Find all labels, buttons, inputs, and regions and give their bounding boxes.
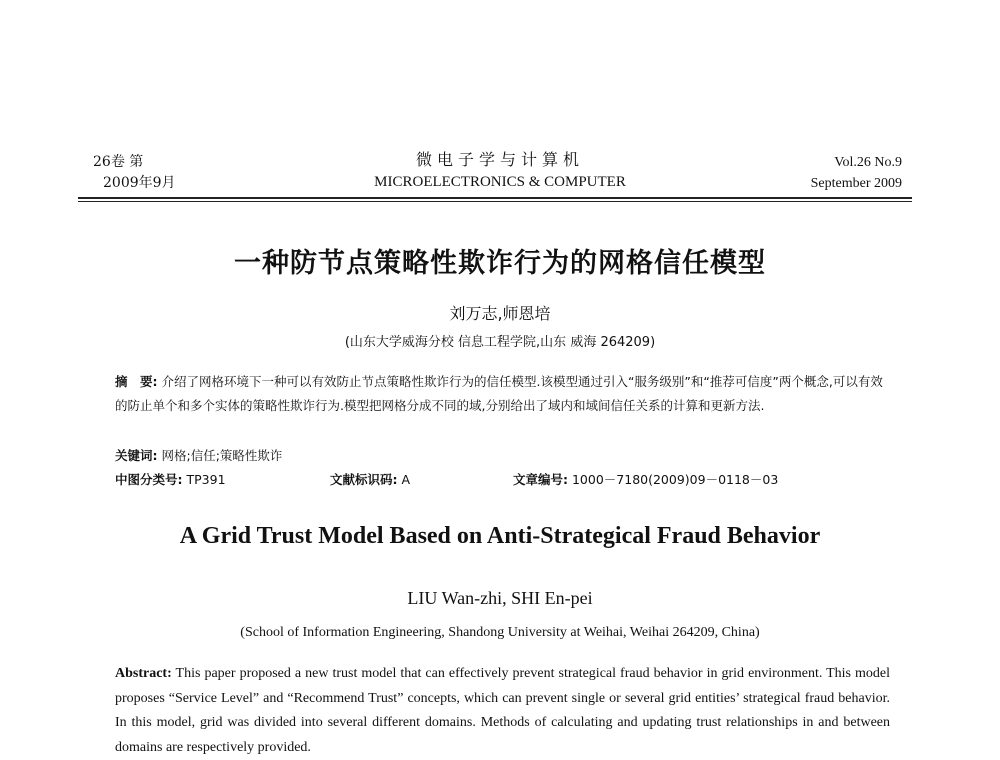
authors-cn: 刘万志,师恩培 — [449, 304, 551, 323]
clc-label: 中图分类号: — [115, 472, 183, 487]
document-code — [330, 470, 410, 488]
keywords-cn-text: 网格;信任;策略性欺诈 — [161, 448, 283, 463]
abstract-cn — [115, 370, 890, 418]
affiliation-cn: (山东大学威海分校 信息工程学院,山东 威海 264209) — [344, 335, 656, 350]
journal-name-en: MICROELECTRONICS & COMPUTER — [374, 174, 626, 190]
keywords-cn — [115, 446, 282, 464]
journal-name-cn: 微电子学与计算机 — [415, 150, 584, 169]
header-rule-thin — [78, 201, 912, 202]
volume-cn: 26卷 第 — [93, 154, 144, 170]
abstract-en-label: Abstract: — [115, 666, 172, 681]
title-en: A Grid Trust Model Based on Anti-Strategical Fraud Behavior — [179, 523, 821, 549]
header-right — [811, 152, 902, 194]
clc-value: TP391 — [186, 472, 226, 487]
abstract-cn-text: 介绍了网格环境下一种可以有效防止节点策略性欺诈行为的信任模型.该模型通过引入“服务级别”和“推荐可信度”两个概念,可以有效的防止单个和多个实体的策略性欺诈行为.模型把网格分成不同的域,分别给出了域内和域间信任关系的计算和更新方法. — [115, 374, 883, 413]
date-en: September 2009 — [810, 176, 902, 191]
header-rule-thick — [78, 197, 912, 199]
abstract-en — [115, 662, 890, 760]
doc-code-value: A — [401, 472, 411, 487]
article-no-value: 1000－7180(2009)09－0118－03 — [571, 472, 779, 487]
clc-number — [115, 470, 226, 488]
keywords-cn-label: 关键词: — [115, 448, 158, 463]
authors-en: LIU Wan-zhi, SHI En-pei — [407, 588, 593, 608]
abstract-en-text: This paper proposed a new trust model that can effectively prevent strategical fraud behavior in grid environment. This model proposes “Service Level” and “Recommend Trust” concepts, which can prevent single or several grid entities’ strategical fraud behavior. In this model, grid was divided into several different domains. Methods of calculating and updating trust relationships in and between domains are respectively provided. — [115, 666, 891, 755]
article-number — [513, 470, 778, 488]
abstract-cn-label: 摘 要: — [115, 374, 158, 389]
date-cn: 2009年9月 — [103, 175, 176, 191]
affiliation-en: (School of Information Engineering, Shandong University at Weihai, Weihai 264209, China) — [240, 625, 760, 640]
header-journal — [300, 149, 700, 193]
volume-en: Vol.26 No.9 — [834, 155, 902, 170]
doc-code-label: 文献标识码: — [330, 472, 398, 487]
header-left — [93, 152, 176, 194]
title-cn: 一种防节点策略性欺诈行为的网格信任模型 — [234, 248, 766, 279]
article-no-label: 文章编号: — [513, 472, 568, 487]
